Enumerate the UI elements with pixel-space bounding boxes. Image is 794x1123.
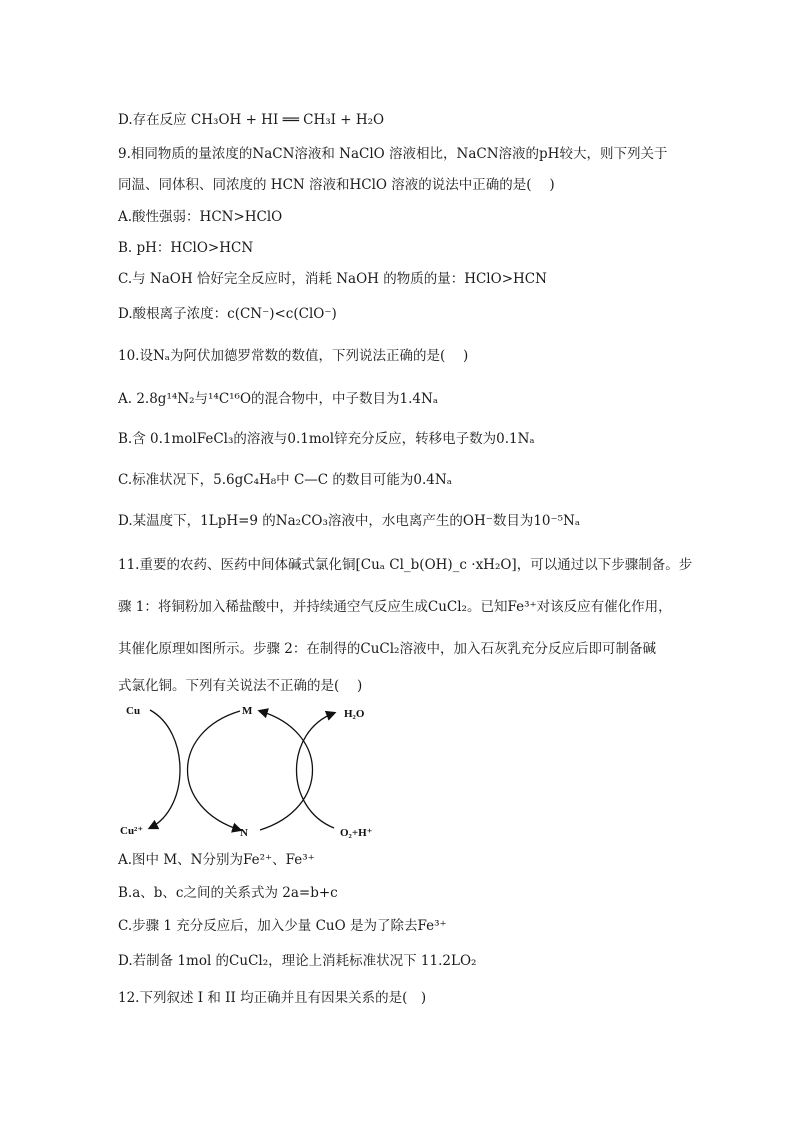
catalysis-cycle-diagram: [118, 700, 418, 842]
q11-stem-line3: 其催化原理如图所示。步骤 2：在制得的CuCl₂溶液中，加入石灰乳充分反应后即可制备碱: [118, 641, 656, 657]
label-cu2: Cu²⁺: [120, 825, 144, 837]
q9-option-b: B. pH：HClO>HCN: [118, 240, 254, 256]
q10-option-c: C.标准状况下，5.6gC₄H₈中 C—C 的数目可能为0.4Nₐ: [118, 472, 452, 488]
q10-stem: 10.设Nₐ为阿伏加德罗常数的数值，下列说法正确的是( ): [118, 348, 469, 364]
q9-option-a: A.酸性强弱：HCN>HClO: [118, 209, 283, 225]
q11-option-a: A.图中 M、N分别为Fe²⁺、Fe³⁺: [118, 852, 315, 868]
q9-stem-line1: 9.相同物质的量浓度的NaCN溶液和 NaClO 溶液相比，NaCN溶液的pH较大，则下列关于: [118, 146, 668, 162]
q11-stem-line1: 11.重要的农药、医药中间体碱式氯化铜[Cuₐ Cl_b(OH)_c ·xH₂O]，可以通过以下步骤制备。步: [118, 557, 693, 573]
q11-option-c: C.步骤 1 充分反应后，加入少量 CuO 是为了除去Fe³⁺: [118, 918, 447, 934]
arc-m-to-n: [188, 711, 241, 830]
q11-stem-line2: 骤 1：将铜粉加入稀盐酸中，并持续通空气反应生成CuCl₂。已知Fe³⁺对该反应有催化作用，: [118, 599, 672, 615]
label-cu: Cu: [126, 705, 141, 717]
q11-stem-line4: 式氯化铜。下列有关说法不正确的是( ): [118, 678, 363, 694]
arc-n-to-m: [260, 711, 313, 830]
q10-option-b: B.含 0.1molFeCl₃的溶液与0.1mol锌充分反应，转移电子数为0.1Nₐ: [118, 431, 535, 447]
q10-option-a: A. 2.8g¹⁴N₂与¹⁴C¹⁶O的混合物中，中子数目为1.4Nₐ: [118, 391, 439, 407]
q11-option-b: B.a、b、c之间的关系式为 2a=b+c: [118, 885, 338, 901]
q10-option-d: D.某温度下，1LpH=9 的Na₂CO₃溶液中，水电离产生的OH⁻数目为10⁻⁵Nₐ: [118, 513, 581, 529]
arc-cu-to-cu2: [150, 710, 180, 828]
q9-option-d: D.酸根离子浓度：c(CN⁻)<c(ClO⁻): [118, 306, 337, 322]
label-m: M: [242, 705, 253, 717]
q8-option-d: D.存在反应 CH₃OH + HI ══ CH₃I + H₂O: [118, 112, 385, 128]
q9-option-c: C.与 NaOH 恰好完全反应时，消耗 NaOH 的物质的量：HClO>HCN: [118, 271, 547, 287]
label-o2h: O₂+H⁺: [340, 827, 373, 839]
q11-option-d: D.若制备 1mol 的CuCl₂，理论上消耗标准状况下 11.2LO₂: [118, 953, 477, 969]
q12-stem: 12.下列叙述 I 和 II 均正确并且有因果关系的是( ): [118, 990, 427, 1006]
q9-stem-line2: 同温、同体积、同浓度的 HCN 溶液和HClO 溶液的说法中正确的是( ): [118, 177, 555, 193]
label-n: N: [240, 827, 248, 839]
label-h2o: H₂O: [344, 708, 365, 720]
arc-o2h-to-h2o: [297, 713, 335, 828]
